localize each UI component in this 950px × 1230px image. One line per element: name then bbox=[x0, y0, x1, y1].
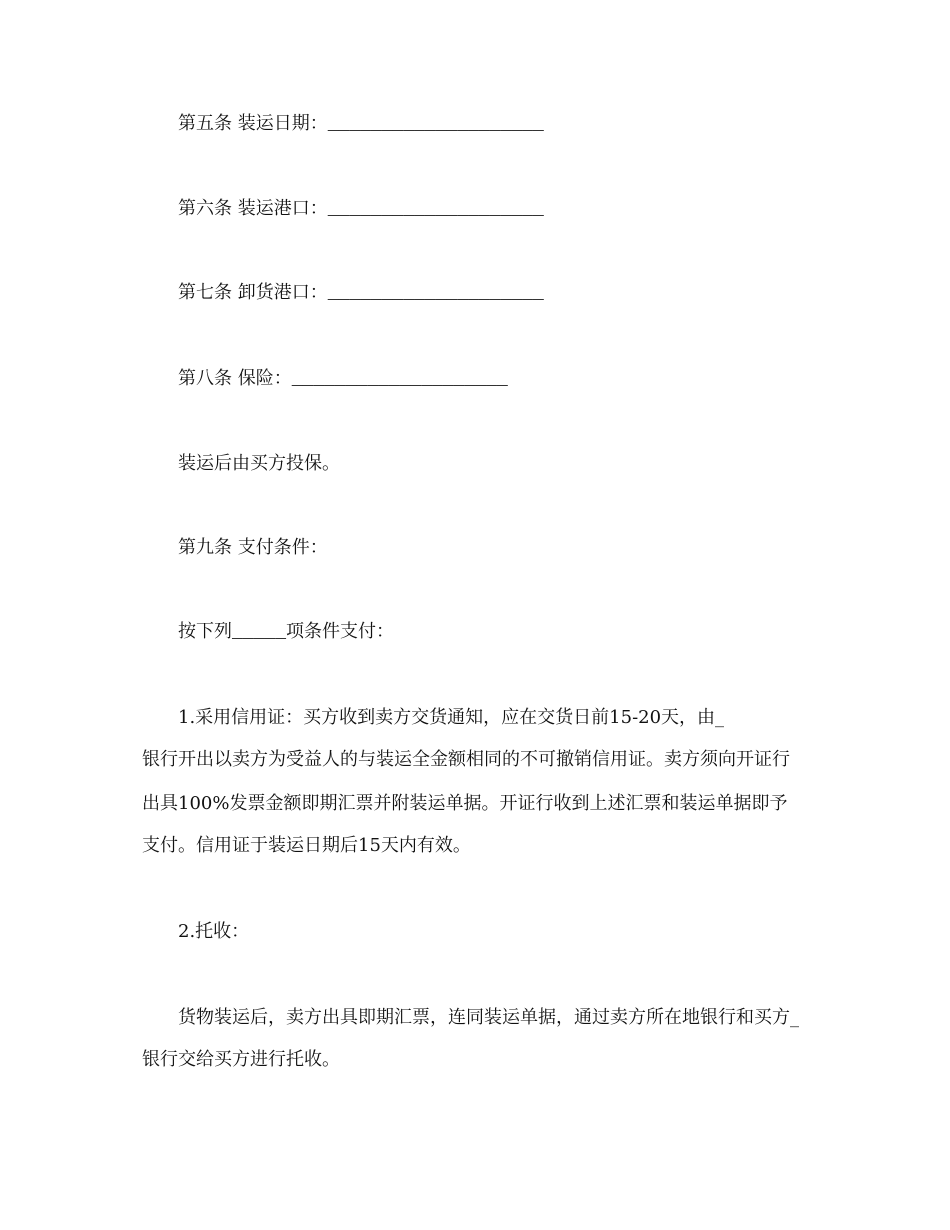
clause-6 bbox=[178, 197, 544, 222]
clause-label: 第八条 保险： bbox=[178, 368, 292, 389]
clause-5 bbox=[178, 112, 544, 137]
paragraph-line: 银行开出以卖方为受益人的与装运全金额相同的不可撤销信用证。卖方须向开证行 bbox=[142, 749, 790, 770]
paragraph-line: 出具100%发票金额即期汇票并附装运单据。开证行收到上述汇票和装运单据即予 bbox=[142, 793, 788, 814]
clause-9: 第九条 支付条件： bbox=[178, 537, 328, 558]
fill-blank: ____________________ bbox=[327, 200, 544, 220]
text: 项条件支付： bbox=[286, 621, 395, 642]
clause-8 bbox=[178, 367, 508, 392]
clause-7 bbox=[178, 281, 544, 306]
paragraph-line: 银行交给买方进行托收。 bbox=[142, 1049, 340, 1070]
paragraph-line: 1.采用信用证：买方收到卖方交货通知，应在交货日前15-20天，由_ bbox=[178, 707, 725, 728]
fill-blank: ____________________ bbox=[291, 370, 508, 390]
clause-label: 第七条 卸货港口： bbox=[178, 282, 328, 303]
text: 按下列 bbox=[178, 621, 232, 642]
insurance-note: 装运后由买方投保。 bbox=[178, 453, 340, 474]
fill-blank: _____ bbox=[232, 623, 287, 643]
clause-label: 第五条 装运日期： bbox=[178, 113, 328, 134]
collection-title: 2.托收： bbox=[178, 921, 250, 942]
fill-blank: ____________________ bbox=[327, 284, 544, 304]
clause-label: 第六条 装运港口： bbox=[178, 198, 328, 219]
paragraph-line: 货物装运后，卖方出具即期汇票，连同装运单据，通过卖方所在地银行和买方_ bbox=[178, 1007, 799, 1028]
fill-blank: ____________________ bbox=[327, 115, 544, 135]
paragraph-line: 支付。信用证于装运日期后15天内有效。 bbox=[142, 835, 471, 856]
payment-choice bbox=[178, 620, 394, 645]
